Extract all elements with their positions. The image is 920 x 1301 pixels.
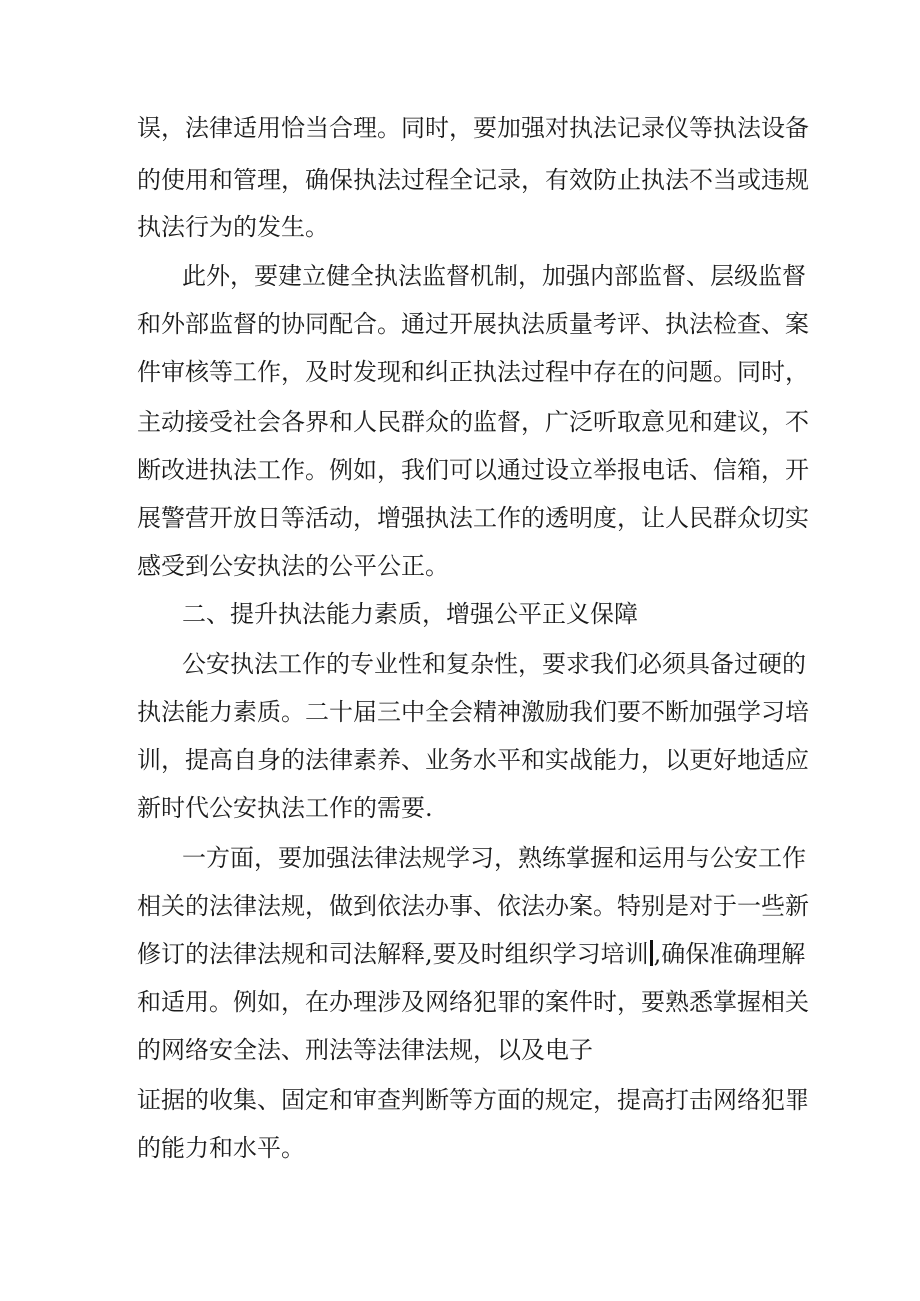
text-line: 感受到公安执法的公平公正。: [137, 552, 449, 580]
text-line: 的网络安全法、刑法等法律法规，以及电子: [137, 1036, 593, 1064]
text-line: 执法能力素质。二十届三中全会精神激励我们要不断加强学习培: [137, 698, 809, 726]
text-segment: ,确保准确理解: [653, 940, 806, 968]
text-line: 一方面，要加强法律法规学习，熟练掌握和运用与公安工作: [182, 844, 806, 872]
text-line: 主动接受社会各界和人民群众的监督，广泛听取意见和建议，不: [137, 408, 809, 436]
text-line: 展警营开放日等活动，增强执法工作的透明度，让人民群众切实: [137, 504, 809, 532]
text-line: 相关的法律法规，做到依法办事、依法办案。特别是对于一些新: [137, 892, 809, 920]
text-line: 新时代公安执法工作的需要.: [137, 794, 433, 822]
text-line: 和适用。例如，在办理涉及网络犯罪的案件时，要熟悉掌握相关: [137, 988, 809, 1016]
text-line: 误，法律适用恰当合理。同时，要加强对执法记录仪等执法设备: [137, 114, 809, 142]
text-line: 和外部监督的协同配合。通过开展执法质量考评、执法检查、案: [137, 310, 809, 338]
text-segment: 修订的法律法规和司法解释,要及时组织学习培训: [137, 940, 649, 968]
text-line: 此外，要建立健全执法监督机制，加强内部监督、层级监督: [182, 262, 806, 290]
text-line: 训，提高自身的法律素养、业务水平和实战能力，以更好地适应: [137, 746, 809, 774]
text-line: 的使用和管理，确保执法过程全记录，有效防止执法不当或违规: [137, 166, 809, 194]
text-line: 断改进执法工作。例如，我们可以通过设立举报电话、信箱，开: [137, 456, 809, 484]
text-line: [137, 934, 806, 974]
text-line: 执法行为的发生。: [137, 213, 329, 241]
text-line: 的能力和水平。: [137, 1134, 305, 1162]
section-heading: 二、提升执法能力素质，增强公平正义保障: [182, 600, 638, 628]
text-line: 证据的收集、固定和审查判断等方面的规定，提高打击网络犯罪: [137, 1086, 809, 1114]
text-line: 件审核等工作，及时发现和纠正执法过程中存在的问题。同时，: [137, 358, 809, 386]
text-line: 公安执法工作的专业性和复杂性，要求我们必须具备过硬的: [182, 650, 806, 678]
text-cursor: [650, 940, 653, 966]
